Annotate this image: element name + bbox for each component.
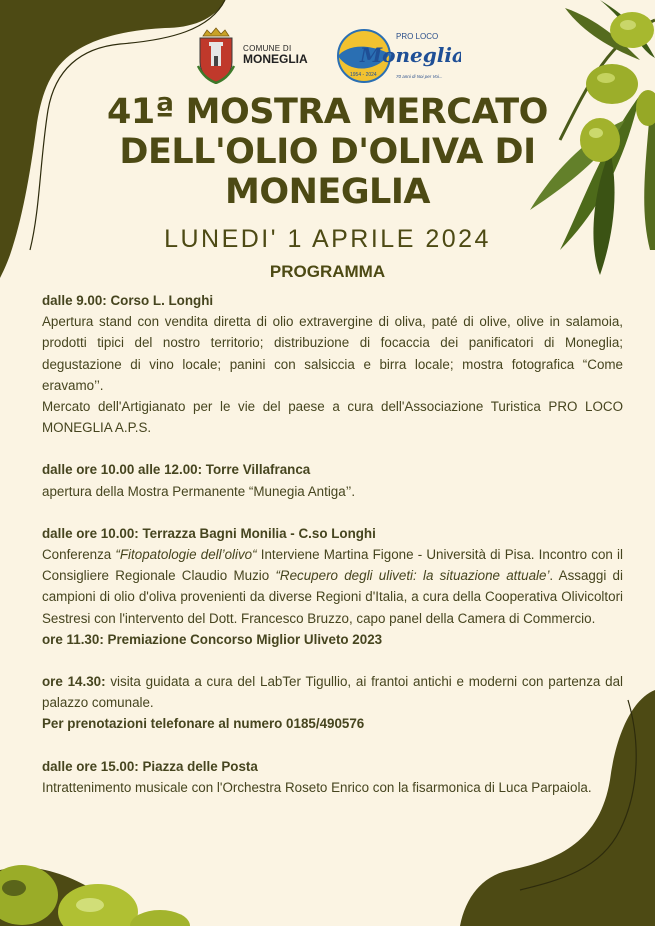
section-4-description: visita guidata a cura del LabTer Tigullio, ai frantoi antichi e moderni con partenza dal palazzo comunale. [42, 674, 623, 711]
proloco-logo [336, 24, 461, 91]
comune-logo [195, 26, 308, 84]
section-2-heading: dalle ore 10.00 alle 12.00: Torre Villafranca [42, 462, 311, 478]
proloco-years: 1954 - 2024 [350, 72, 377, 78]
section-1-text: Apertura stand con vendita diretta di olio extravergine di oliva, paté di olive, olive in salamoia, prodotti tipici del nostro territorio; distribuzione di focaccia dei panificatori di Moneglia; degustazione di vino locale; panini con salsiccia e birra locale; mostra fotografica “Come eravamo’’. [42, 314, 623, 393]
section-1-text-2: Mercato dell'Artigianato per le vie del paese a cura dell'Associazione Turistica PRO LOCO MONEGLIA A.P.S. [42, 399, 623, 436]
comune-prefix: COMUNE DI [243, 43, 292, 53]
olives-icon [0, 865, 190, 926]
conference-title: “Fitopatologie dell’olivo“ [115, 547, 257, 563]
title-line-3: MONEGLIA [225, 172, 430, 212]
booking-phone: Per prenotazioni telefonare al numero 0185/490576 [42, 716, 365, 732]
section-3-text-e: . Assaggi di campioni di olio d'oliva provenienti da diverse Regioni d'Italia, a cura della Cooperativa Olivicoltori Sestresi con l'intervento del Dott. Francesco Bruzzo, capo panel della Camera di Commercio. [42, 568, 623, 626]
proloco-name: Moneglia [360, 43, 461, 67]
program-heading: PROGRAMMA [269, 262, 386, 281]
section-1-heading: dalle 9.00: Corso L. Longhi [42, 293, 214, 308]
section-5-heading: dalle ore 15.00: Piazza delle Posta [42, 758, 258, 774]
coat-of-arms-icon [195, 26, 237, 84]
title-line-2: DELL'OLIO D'OLIVA DI [119, 132, 536, 172]
title-line-1: 41ª MOSTRA MERCATO [107, 92, 548, 132]
section-3-heading: dalle ore 10.00: Terrazza Bagni Monilia - C.so Longhi [42, 525, 376, 541]
section-2-text: apertura della Mostra Permanente “Munegia Antiga’’. [42, 483, 356, 499]
section-5-text: Intrattenimento musicale con l'Orchestra Roseto Enrico con la fisarmonica di Luca Parpaiola. [42, 779, 592, 795]
meeting-title: “Recupero degli uliveti: la situazione attuale’ [275, 568, 550, 584]
section-4-time: ore 14.30: [42, 674, 106, 690]
comune-name: MONEGLIA [243, 51, 308, 66]
section-4-text [42, 671, 623, 713]
section-3-text [42, 544, 623, 629]
proloco-label: PRO LOCO [396, 32, 439, 41]
section-3-text-a: Conferenza [42, 547, 116, 563]
program-content [42, 290, 623, 798]
proloco-tagline: 70 anni di Noi per Voi... [396, 74, 443, 79]
event-date: LUNEDI' 1 APRILE 2024 [164, 225, 491, 253]
logos-bar [0, 24, 655, 90]
event-title [60, 92, 595, 212]
section-3-text-c: Interviene Martina Figone - Università di Pisa. Incontro con il Consigliere Regionale Claudio Muzio [42, 547, 623, 584]
award-line: ore 11.30: Premiazione Concorso Miglior Uliveto 2023 [42, 631, 383, 647]
